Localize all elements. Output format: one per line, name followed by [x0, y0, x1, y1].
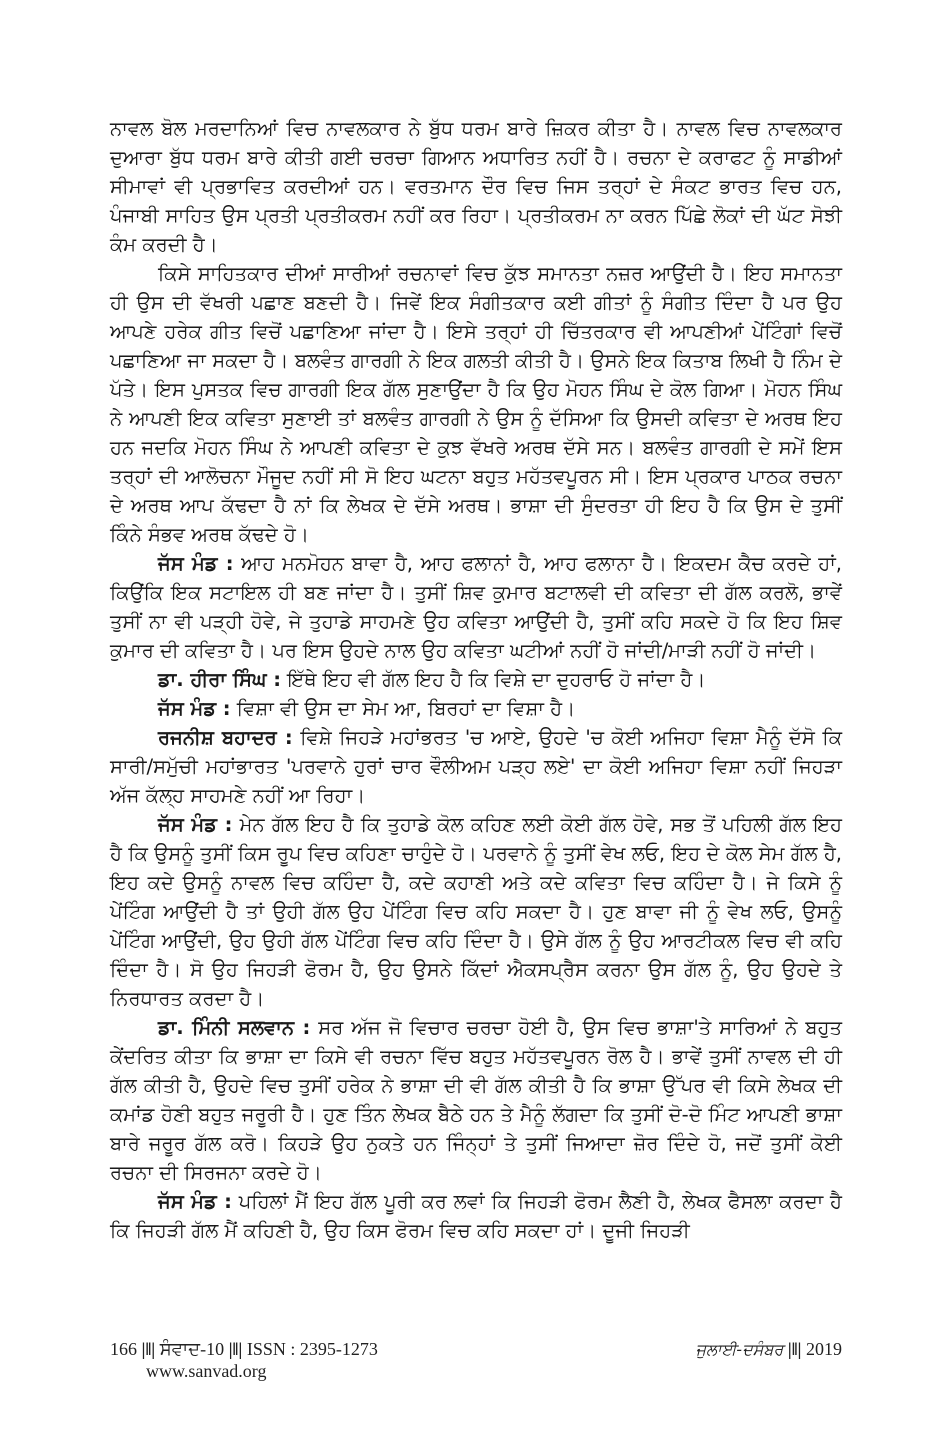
paragraph-1 [110, 114, 842, 259]
paragraph-6 [110, 723, 842, 810]
paragraph-9 [110, 1187, 842, 1245]
footer-right [696, 1338, 842, 1361]
paragraph-text: ਇੱਥੇ ਇਹ ਵੀ ਗੱਲ ਇਹ ਹੈ ਕਿ ਵਿਸ਼ੇ ਦਾ ਦੁਹਰਾਓ ਹੋ ਜਾਂਦਾ ਹੈ। [281, 668, 706, 691]
paragraph-text: ਕਿਸੇ ਸਾਹਿਤਕਾਰ ਦੀਆਂ ਸਾਰੀਆਂ ਰਚਨਾਵਾਂ ਵਿਚ ਕੁੱਝ ਸਮਾਨਤਾ ਨਜ਼ਰ ਆਉਂਦੀ ਹੈ। ਇਹ ਸਮਾਨਤਾ ਹੀ ਉਸ ਦੀ ਵੱਖਰੀ ਪਛਾਣ ਬਣਦੀ ਹੈ। ਜਿਵੇਂ ਇਕ ਸੰਗੀਤਕਾਰ ਕਈ ਗੀਤਾਂ ਨੂੰ ਸੰਗੀਤ ਦਿੰਦਾ ਹੈ ਪਰ ਉਹ ਆਪਣੇ ਹਰੇਕ ਗੀਤ ਵਿਚੋਂ ਪਛਾਣਿਆ ਜਾਂਦਾ ਹੈ। ਇਸੇ ਤਰ੍ਹਾਂ ਹੀ ਚਿੱਤਰਕਾਰ ਵੀ ਆਪਣੀਆਂ ਪੇਂਟਿੰਗਾਂ ਵਿਚੋਂ ਪਛਾਣਿਆ ਜਾ ਸਕਦਾ ਹੈ। ਬਲਵੰਤ ਗਾਰਗੀ ਨੇ ਇਕ ਗਲਤੀ ਕੀਤੀ ਹੈ। ਉਸਨੇ ਇਕ ਕਿਤਾਬ ਲਿਖੀ ਹੈ ਨਿੰਮ ਦੇ ਪੱਤੇ। ਇਸ ਪੁਸਤਕ ਵਿਚ ਗਾਰਗੀ ਇਕ ਗੱਲ ਸੁਣਾਉਂਦਾ ਹੈ ਕਿ ਉਹ ਮੋਹਨ ਸਿੰਘ ਦੇ ਕੋਲ ਗਿਆ। ਮੋਹਨ ਸਿੰਘ ਨੇ ਆਪਣੀ ਇਕ ਕਵਿਤਾ ਸੁਣਾਈ ਤਾਂ ਬਲਵੰਤ ਗਾਰਗੀ ਨੇ ਉਸ ਨੂੰ ਦੱਸਿਆ ਕਿ ਉਸਦੀ ਕਵਿਤਾ ਦੇ ਅਰਥ ਇਹ ਹਨ ਜਦਕਿ ਮੋਹਨ ਸਿੰਘ ਨੇ ਆਪਣੀ ਕਵਿਤਾ ਦੇ ਕੁਝ ਵੱਖਰੇ ਅਰਥ ਦੱਸੇ ਸਨ। ਬਲਵੰਤ ਗਾਰਗੀ ਦੇ ਸਮੇਂ ਇਸ ਤਰ੍ਹਾਂ ਦੀ ਆਲੋਚਨਾ ਮੌਜੂਦ ਨਹੀਂ ਸੀ ਸੋ ਇਹ ਘਟਨਾ ਬਹੁਤ ਮਹੱਤਵਪੂਰਨ ਸੀ। ਇਸ ਪ੍ਰਕਾਰ ਪਾਠਕ ਰਚਨਾ ਦੇ ਅਰਥ ਆਪ ਕੱਢਦਾ ਹੈ ਨਾਂ ਕਿ ਲੇਖਕ ਦੇ ਦੱਸੇ ਅਰਥ। ਭਾਸ਼ਾ ਦੀ ਸੁੰਦਰਤਾ ਹੀ ਇਹ ਹੈ ਕਿ ਉਸ ਦੇ ਤੁਸੀਂ ਕਿੰਨੇ ਸੰਭਵ ਅਰਥ ਕੱਢਦੇ ਹੋ। [110, 262, 842, 546]
paragraph-text: ਮੇਨ ਗੱਲ ਇਹ ਹੈ ਕਿ ਤੁਹਾਡੇ ਕੋਲ ਕਹਿਣ ਲਈ ਕੋਈ ਗੱਲ ਹੋਵੇ, ਸਭ ਤੋਂ ਪਹਿਲੀ ਗੱਲ ਇਹ ਹੈ ਕਿ ਉਸਨੂੰ ਤੁਸੀਂ ਕਿਸ ਰੂਪ ਵਿਚ ਕਹਿਣਾ ਚਾਹੁੰਦੇ ਹੋ। ਪਰਵਾਨੇ ਨੂੰ ਤੁਸੀਂ ਵੇਖ ਲਓ, ਇਹ ਦੇ ਕੋਲ ਸੇਮ ਗੱਲ ਹੈ, ਇਹ ਕਦੇ ਉਸਨੂੰ ਨਾਵਲ ਵਿਚ ਕਹਿੰਦਾ ਹੈ, ਕਦੇ ਕਹਾਣੀ ਅਤੇ ਕਦੇ ਕਵਿਤਾ ਵਿਚ ਕਹਿੰਦਾ ਹੈ। ਜੇ ਕਿਸੇ ਨੂੰ ਪੇਂਟਿੰਗ ਆਉਂਦੀ ਹੈ ਤਾਂ ਉਹੀ ਗੱਲ ਉਹ ਪੇਂਟਿੰਗ ਵਿਚ ਕਹਿ ਸਕਦਾ ਹੈ। ਹੁਣ ਬਾਵਾ ਜੀ ਨੂੰ ਵੇਖ ਲਓ, ਉਸਨੂੰ ਪੇਂਟਿੰਗ ਆਉਂਦੀ, ਉਹ ਉਹੀ ਗੱਲ ਪੇਂਟਿੰਗ ਵਿਚ ਕਹਿ ਦਿੰਦਾ ਹੈ। ਉਸੇ ਗੱਲ ਨੂੰ ਉਹ ਆਰਟੀਕਲ ਵਿਚ ਵੀ ਕਹਿ ਦਿੰਦਾ ਹੈ। ਸੋ ਉਹ ਜਿਹੜੀ ਫੋਰਮ ਹੈ, ਉਹ ਉਸਨੇ ਕਿੱਦਾਂ ਐਕਸਪ੍ਰੈਸ ਕਰਨਾ ਉਸ ਗੱਲ ਨੂੰ, ਉਹ ਉਹਦੇ ਤੇ ਨਿਰਧਾਰਤ ਕਰਦਾ ਹੈ। [110, 813, 842, 1010]
speaker-name: ਰਜਨੀਸ਼ ਬਹਾਦਰ : [158, 726, 293, 749]
footer-separator: |‖| [228, 1339, 243, 1359]
paragraph-text: ਸਰ ਅੱਜ ਜੋ ਵਿਚਾਰ ਚਰਚਾ ਹੋਈ ਹੈ, ਉਸ ਵਿਚ ਭਾਸ਼ਾ'ਤੇ ਸਾਰਿਆਂ ਨੇ ਬਹੁਤ ਕੇਂਦਰਿਤ ਕੀਤਾ ਕਿ ਭਾਸ਼ਾ ਦਾ ਕਿਸੇ ਵੀ ਰਚਨਾ ਵਿੱਚ ਬਹੁਤ ਮਹੱਤਵਪੂਰਨ ਰੋਲ ਹੈ। ਭਾਵੇਂ ਤੁਸੀਂ ਨਾਵਲ ਦੀ ਹੀ ਗੱਲ ਕੀਤੀ ਹੈ, ਉਹਦੇ ਵਿਚ ਤੁਸੀਂ ਹਰੇਕ ਨੇ ਭਾਸ਼ਾ ਦੀ ਵੀ ਗੱਲ ਕੀਤੀ ਹੈ ਕਿ ਭਾਸ਼ਾ ਉੱਪਰ ਵੀ ਕਿਸੇ ਲੇਖਕ ਦੀ ਕਮਾਂਡ ਹੋਣੀ ਬਹੁਤ ਜਰੂਰੀ ਹੈ। ਹੁਣ ਤਿੰਨ ਲੇਖਕ ਬੈਠੇ ਹਨ ਤੇ ਮੈਨੂੰ ਲੱਗਦਾ ਕਿ ਤੁਸੀਂ ਦੋ-ਦੋ ਮਿੰਟ ਆਪਣੀ ਭਾਸ਼ਾ ਬਾਰੇ ਜਰੂਰ ਗੱਲ ਕਰੋ। ਕਿਹੜੇ ਉਹ ਨੁਕਤੇ ਹਨ ਜਿੰਨ੍ਹਾਂ ਤੇ ਤੁਸੀਂ ਜਿਆਦਾ ਜ਼ੋਰ ਦਿੰਦੇ ਹੋ, ਜਦੋਂ ਤੁਸੀਂ ਕੋਈ ਰਚਨਾ ਦੀ ਸਿਰਜਨਾ ਕਰਦੇ ਹੋ। [110, 1016, 842, 1184]
speaker-name: ਜੱਸ ਮੰਡ : [158, 552, 234, 575]
paragraph-text: ਵਿਸ਼ਾ ਵੀ ਉਸ ਦਾ ਸੇਮ ਆ, ਬਿਰਹਾਂ ਦਾ ਵਿਸ਼ਾ ਹੈ। [230, 697, 576, 720]
publication-year: 2019 [806, 1339, 842, 1359]
page-number: 166 [110, 1339, 137, 1359]
journal-issue: ਸੰਵਾਦ-10 [159, 1339, 225, 1359]
paragraph-8 [110, 1013, 842, 1187]
footer-separator: |‖| [141, 1339, 156, 1359]
issn: ISSN : 2395-1273 [246, 1339, 378, 1359]
paragraph-7 [110, 810, 842, 1013]
footer-separator: |‖| [787, 1339, 802, 1359]
paragraph-text: ਆਹ ਮਨਮੋਹਨ ਬਾਵਾ ਹੈ, ਆਹ ਫਲਾਨਾਂ ਹੈ, ਆਹ ਫਲਾਨਾ ਹੈ। ਇਕਦਮ ਕੈਚ ਕਰਦੇ ਹਾਂ, ਕਿਉਂਕਿ ਇਕ ਸਟਾਇਲ ਹੀ ਬਣ ਜਾਂਦਾ ਹੈ। ਤੁਸੀਂ ਸ਼ਿਵ ਕੁਮਾਰ ਬਟਾਲਵੀ ਦੀ ਕਵਿਤਾ ਦੀ ਗੱਲ ਕਰਲੋ, ਭਾਵੇਂ ਤੁਸੀਂ ਨਾ ਵੀ ਪੜ੍ਹੀ ਹੋਵੇ, ਜੇ ਤੁਹਾਡੇ ਸਾਹਮਣੇ ਉਹ ਕਵਿਤਾ ਆਉਂਦੀ ਹੈ, ਤੁਸੀਂ ਕਹਿ ਸਕਦੇ ਹੋ ਕਿ ਇਹ ਸ਼ਿਵ ਕੁਮਾਰ ਦੀ ਕਵਿਤਾ ਹੈ। ਪਰ ਇਸ ਉਹਦੇ ਨਾਲ ਉਹ ਕਵਿਤਾ ਘਟੀਆਂ ਨਹੀਂ ਹੋ ਜਾਂਦੀ/ਮਾੜੀ ਨਹੀਂ ਹੋ ਜਾਂਦੀ। [110, 552, 842, 662]
paragraph-2 [110, 259, 842, 549]
speaker-name: ਜੱਸ ਮੰਡ : [158, 697, 231, 720]
footer-left [110, 1338, 378, 1360]
publication-period: ਜੁਲਾਈ-ਦਸੰਬਰ [695, 1340, 784, 1359]
paragraph-4 [110, 665, 842, 694]
paragraph-text: ਪਹਿਲਾਂ ਮੈਂ ਇਹ ਗੱਲ ਪੂਰੀ ਕਰ ਲਵਾਂ ਕਿ ਜਿਹੜੀ ਫੋਰਮ ਲੈਣੀ ਹੈ, ਲੇਖਕ ਫੈਸਲਾ ਕਰਦਾ ਹੈ ਕਿ ਜਿਹੜੀ ਗੱਲ ਮੈਂ ਕਹਿਣੀ ਹੈ, ਉਹ ਕਿਸ ਫੋਰਮ ਵਿਚ ਕਹਿ ਸਕਦਾ ਹਾਂ। ਦੂਜੀ ਜਿਹੜੀ [110, 1190, 842, 1242]
website: www.sanvad.org [146, 1361, 267, 1381]
paragraph-3 [110, 549, 842, 665]
paragraph-text: ਵਿਸ਼ੇ ਜਿਹੜੇ ਮਹਾਂਭਰਤ 'ਚ ਆਏ, ਉਹਦੇ 'ਚ ਕੋਈ ਅਜਿਹਾ ਵਿਸ਼ਾ ਮੈਨੂੰ ਦੱਸੋ ਕਿ ਸਾਰੀ/ਸਮੁੱਚੀ ਮਹਾਂਭਾਰਤ 'ਪਰਵਾਨੇ ਹੁਰਾਂ ਚਾਰ ਵੌਲੀਅਮ ਪੜ੍ਹ ਲਏ' ਦਾ ਕੋਈ ਅਜਿਹਾ ਵਿਸ਼ਾ ਨਹੀਂ ਜਿਹੜਾ ਅੱਜ ਕੱਲ੍ਹ ਸਾਹਮਣੇ ਨਹੀਂ ਆ ਰਿਹਾ। [110, 726, 842, 807]
article-body [110, 114, 842, 1245]
speaker-name: ਜੱਸ ਮੰਡ : [158, 1190, 232, 1213]
speaker-name: ਡਾ. ਮਿੰਨੀ ਸਲਵਾਨ : [158, 1016, 311, 1039]
paragraph-text: ਨਾਵਲ ਬੋਲ ਮਰਦਾਨਿਆਂ ਵਿਚ ਨਾਵਲਕਾਰ ਨੇ ਬੁੱਧ ਧਰਮ ਬਾਰੇ ਜ਼ਿਕਰ ਕੀਤਾ ਹੈ। ਨਾਵਲ ਵਿਚ ਨਾਵਲਕਾਰ ਦੁਆਰਾ ਬੁੱਧ ਧਰਮ ਬਾਰੇ ਕੀਤੀ ਗਈ ਚਰਚਾ ਗਿਆਨ ਅਧਾਰਿਤ ਨਹੀਂ ਹੈ। ਰਚਨਾ ਦੇ ਕਰਾਫਟ ਨੂੰ ਸਾਡੀਆਂ ਸੀਮਾਵਾਂ ਵੀ ਪ੍ਰਭਾਵਿਤ ਕਰਦੀਆਂ ਹਨ। ਵਰਤਮਾਨ ਦੌਰ ਵਿਚ ਜਿਸ ਤਰ੍ਹਾਂ ਦੇ ਸੰਕਟ ਭਾਰਤ ਵਿਚ ਹਨ, ਪੰਜਾਬੀ ਸਾਹਿਤ ਉਸ ਪ੍ਰਤੀ ਪ੍ਰਤੀਕਰਮ ਨਹੀਂ ਕਰ ਰਿਹਾ। ਪ੍ਰਤੀਕਰਮ ਨਾ ਕਰਨ ਪਿੱਛੇ ਲੋਕਾਂ ਦੀ ਘੱਟ ਸੋਝੀ ਕੰਮ ਕਰਦੀ ਹੈ। [110, 117, 842, 256]
speaker-name: ਡਾ. ਹੀਰਾ ਸਿੰਘ : [158, 668, 282, 691]
paragraph-5 [110, 694, 842, 723]
speaker-name: ਜੱਸ ਮੰਡ : [158, 813, 233, 836]
